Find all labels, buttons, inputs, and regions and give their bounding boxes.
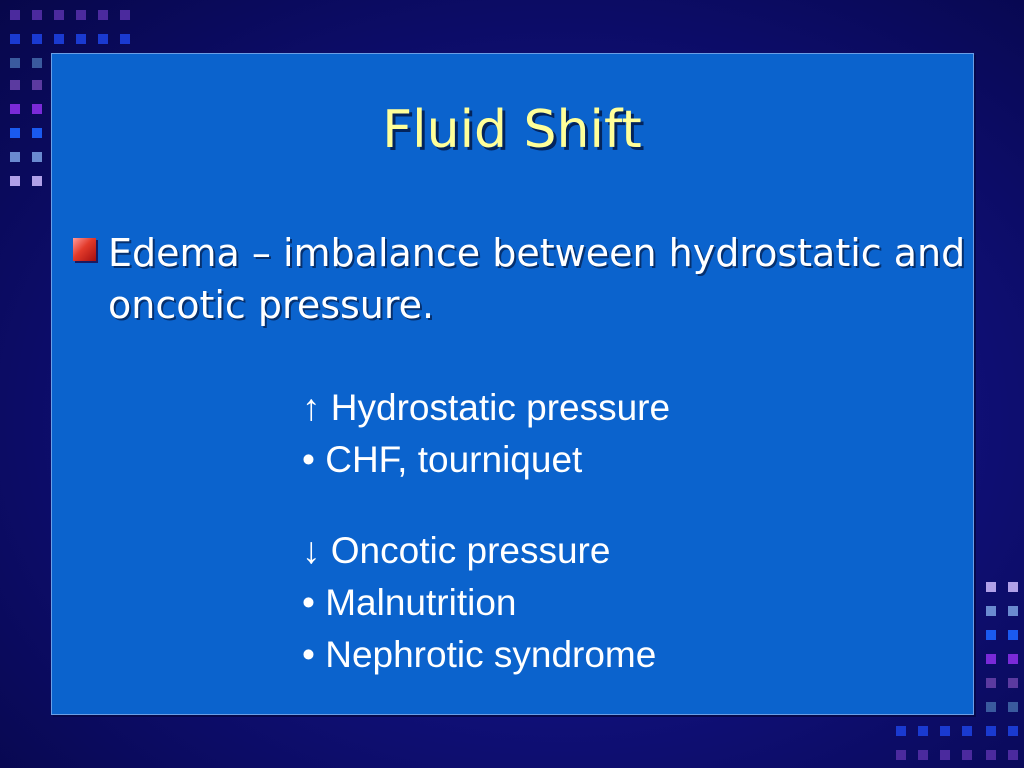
up-arrow-icon: ↑ [302,387,321,428]
list-item: • Malnutrition [302,582,517,623]
list-item: • CHF, tourniquet [302,439,583,480]
list-item: • Nephrotic syndrome [302,634,657,675]
oncotic-heading [302,525,656,577]
main-bullet-text: Edema – imbalance between hydrostatic and oncotic pressure. [108,231,966,327]
red-square-bullet-icon [73,238,96,261]
hydrostatic-heading [302,382,670,434]
oncotic-heading-label: Oncotic pressure [330,530,611,571]
down-arrow-icon: ↓ [302,530,321,571]
hydrostatic-group [302,382,670,486]
hydrostatic-heading-label: Hydrostatic pressure [330,387,671,428]
slide-title: Fluid Shift [382,100,642,160]
oncotic-group [302,525,656,681]
